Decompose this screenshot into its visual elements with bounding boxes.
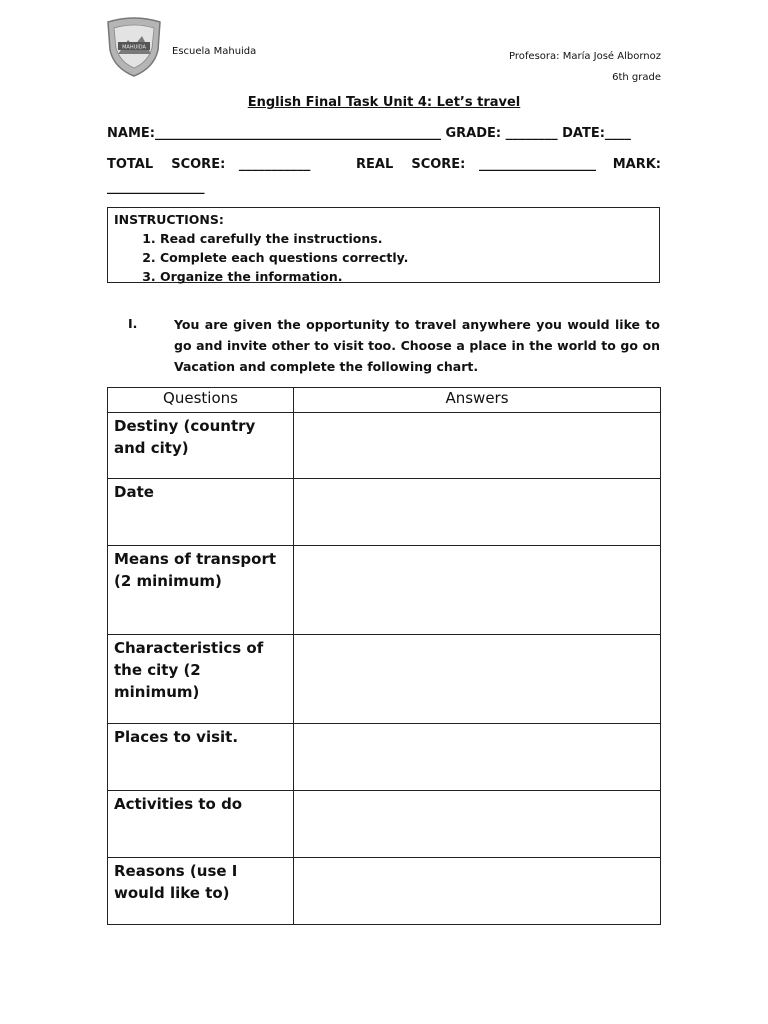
- instruction-item: 3. Organize the information.: [160, 267, 653, 286]
- question-cell: Places to visit.: [108, 724, 294, 791]
- mark-blank: _______________: [107, 180, 205, 195]
- instruction-item: 1. Read carefully the instructions.: [160, 229, 653, 248]
- teacher-info: [509, 46, 661, 88]
- table-row: [108, 791, 661, 858]
- answer-cell[interactable]: [294, 413, 661, 479]
- answer-cell[interactable]: [294, 546, 661, 635]
- table-row: [108, 858, 661, 925]
- instructions-heading: INSTRUCTIONS:: [114, 212, 224, 227]
- table-row: [108, 546, 661, 635]
- travel-chart: [107, 387, 661, 925]
- table-row: [108, 724, 661, 791]
- answer-cell[interactable]: [294, 791, 661, 858]
- table-row: [108, 413, 661, 479]
- total-score-field: TOTAL SCORE: ___________: [107, 157, 311, 172]
- teacher-name: Profesora: María José Albornoz: [509, 51, 661, 62]
- school-logo: [104, 16, 164, 78]
- instructions-box: [107, 207, 660, 283]
- answer-cell[interactable]: [294, 635, 661, 724]
- answer-cell[interactable]: [294, 724, 661, 791]
- question-cell: Activities to do: [108, 791, 294, 858]
- grade-label: 6th grade: [612, 72, 661, 83]
- instructions-list: [114, 229, 653, 286]
- section-number: I.: [128, 316, 138, 331]
- svg-text:MAHUIDA: MAHUIDA: [122, 44, 146, 51]
- question-cell: Means of transport (2 minimum): [108, 546, 294, 635]
- document-title: English Final Task Unit 4: Let’s travel: [247, 95, 521, 110]
- name-grade-date-line: NAME:____________________________________________ GRADE: ________ DATE:____: [107, 126, 631, 141]
- table-header-row: [108, 388, 661, 413]
- question-cell: Date: [108, 479, 294, 546]
- question-cell: Characteristics of the city (2 minimum): [108, 635, 294, 724]
- answers-header: Answers: [294, 388, 661, 413]
- instruction-item: 2. Complete each questions correctly.: [160, 248, 653, 267]
- mark-label: MARK:: [612, 157, 661, 172]
- question-cell: Reasons (use I would like to): [108, 858, 294, 925]
- answer-cell[interactable]: [294, 858, 661, 925]
- real-score-field: REAL SCORE: __________________: [356, 157, 596, 172]
- question-cell: Destiny (country and city): [108, 413, 294, 479]
- questions-header: Questions: [108, 388, 294, 413]
- school-name: Escuela Mahuida: [172, 46, 257, 57]
- answer-cell[interactable]: [294, 479, 661, 546]
- table-row: [108, 635, 661, 724]
- table-row: [108, 479, 661, 546]
- section-prompt: You are given the opportunity to travel anywhere you would like to go and invite other to visit too. Choose a place in the world to go on Vacation and complete the following chart.: [174, 317, 660, 374]
